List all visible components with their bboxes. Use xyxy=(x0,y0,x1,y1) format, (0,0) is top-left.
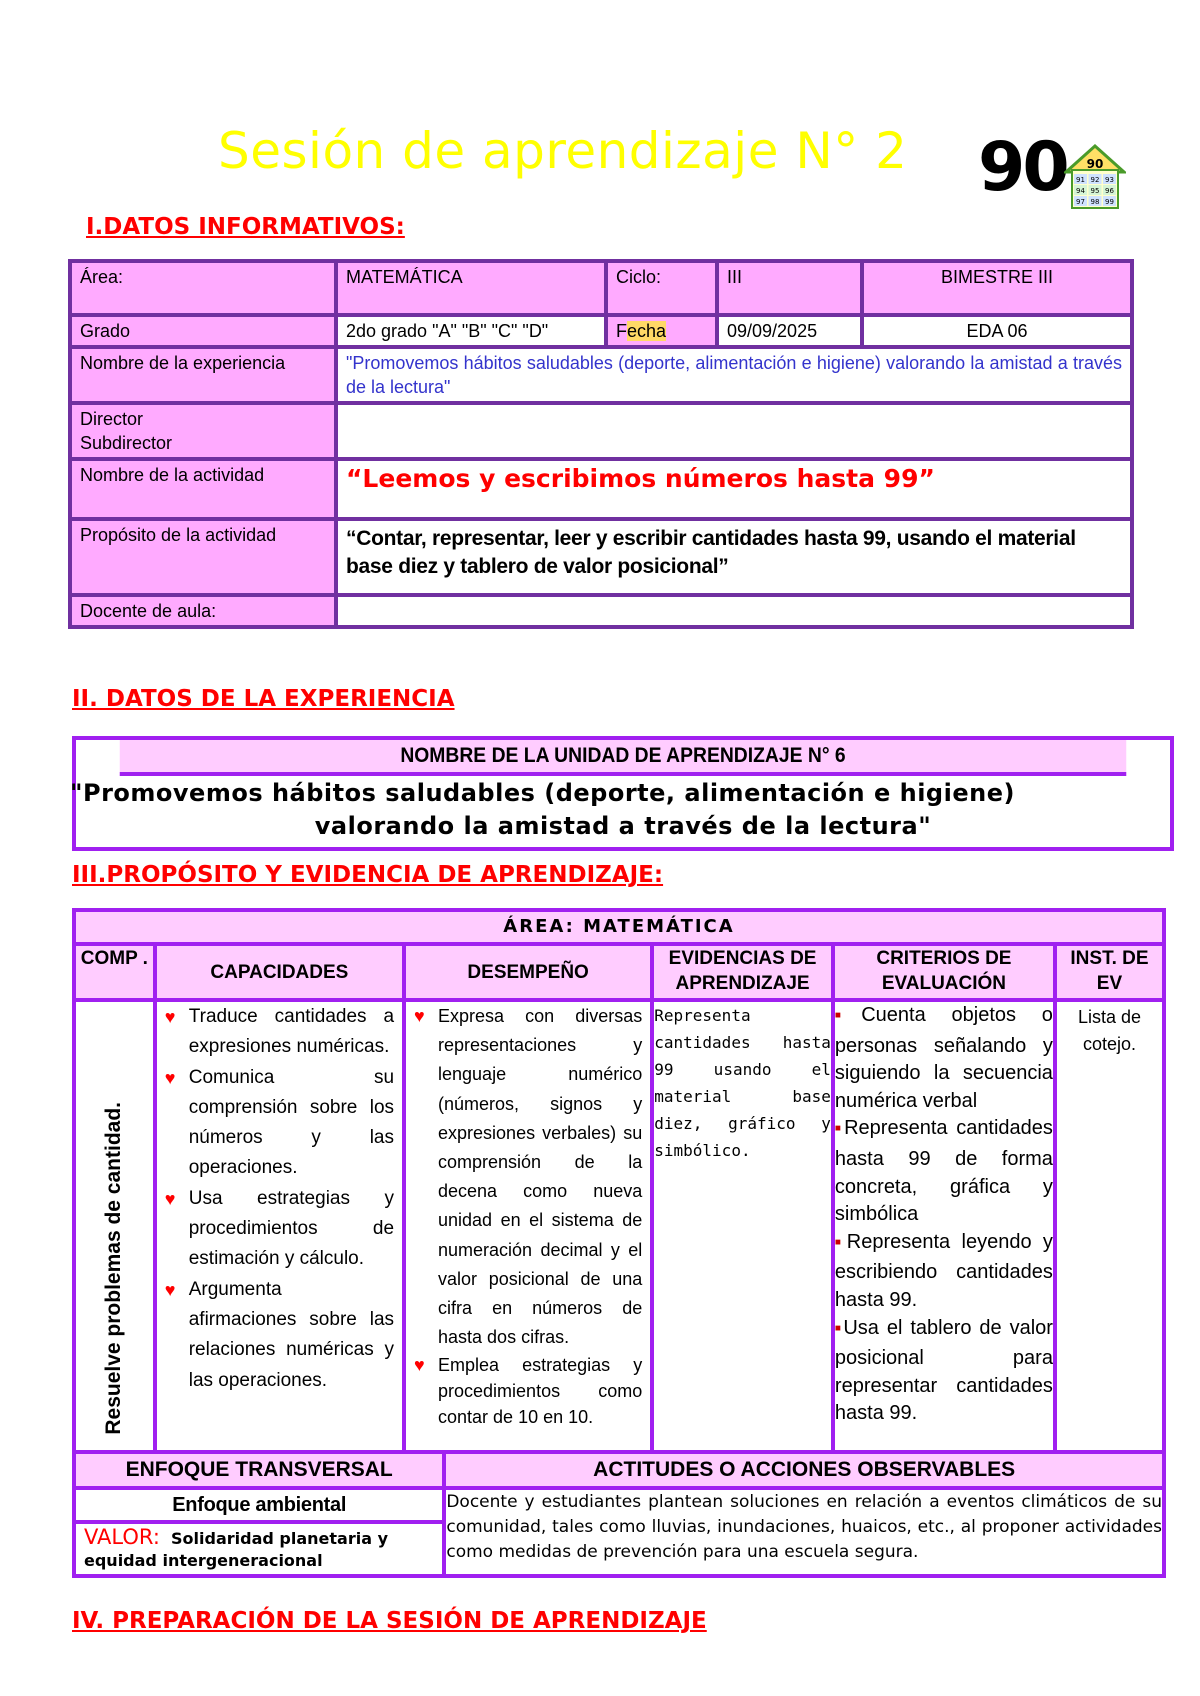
valor-label: VALOR: xyxy=(84,1525,160,1549)
experiencia-label: Nombre de la experiencia xyxy=(72,349,334,401)
desempeno-cell xyxy=(406,1002,650,1450)
criterios-cell xyxy=(835,1002,1053,1450)
valor-value: Solidaridad planetaria y equidad intergeneracional xyxy=(84,1529,389,1570)
grid-cell: 99 xyxy=(1105,198,1114,206)
purpose-table xyxy=(72,908,1166,1578)
grado-value: 2do grado "A" "B" "C" "D" xyxy=(338,317,604,345)
section-heading-datos-informativos: I.DATOS INFORMATIVOS: xyxy=(86,214,405,240)
competencia-cell xyxy=(76,1002,153,1450)
docente-value xyxy=(338,597,1130,625)
experience-box xyxy=(72,736,1174,851)
area-value: MATEMÁTICA xyxy=(338,263,604,313)
actividad-value xyxy=(338,461,1130,517)
proposito-value xyxy=(338,521,1130,593)
criterios-header: CRITERIOS DE EVALUACIÓN xyxy=(835,946,1053,998)
capacidad-item: ♥ Argumenta afirmaciones sobre las relaciones numéricas y las operaciones. xyxy=(161,1275,394,1396)
logo-number: 90 xyxy=(978,128,1067,207)
square-bullet-icon: ■ xyxy=(834,1123,845,1135)
actividad-text: “Leemos y escribimos números hasta 99” xyxy=(346,464,935,493)
director-value xyxy=(338,405,1130,457)
desempeno-item: ♥ Emplea estrategias y procedimientos como contar de 10 en 10. xyxy=(410,1352,642,1430)
grado-label: Grado xyxy=(72,317,334,345)
heart-bullet-icon: ♥ xyxy=(414,1355,425,1376)
grid-cell: 97 xyxy=(1076,198,1085,206)
subdirector-label: Subdirector xyxy=(80,433,173,453)
section-heading-experiencia: II. DATOS DE LA EXPERIENCIA xyxy=(72,686,455,712)
evidencias-header: EVIDENCIAS DE APRENDIZAJE xyxy=(654,946,831,998)
heart-bullet-icon: ♥ xyxy=(164,1067,176,1088)
square-bullet-icon: ■ xyxy=(834,1236,847,1248)
actitudes-text: Docente y estudiantes plantean soluciones en relación a eventos climáticos de su comunidad, tales como lluvias, inundaciones, huaicos, etc., al proponer actividades como medidas de prevención para una escuela segura. xyxy=(446,1490,1162,1574)
section-heading-preparacion: IV. PREPARACIÓN DE LA SESIÓN DE APRENDIZAJE xyxy=(72,1608,707,1634)
capacidad-item: ♥ Usa estrategias y procedimientos de estimación y cálculo. xyxy=(161,1184,394,1275)
ciclo-label: Ciclo: xyxy=(608,263,715,313)
fecha-label-b: echa xyxy=(627,321,667,341)
grid-cell: 98 xyxy=(1090,198,1100,206)
grid-cell: 93 xyxy=(1105,176,1114,184)
house-label: 90 xyxy=(1086,157,1104,171)
heart-bullet-icon: ♥ xyxy=(164,1007,176,1027)
comp-header: COMP . xyxy=(76,946,153,998)
proposito-label: Propósito de la actividad xyxy=(72,521,334,593)
docente-label: Docente de aula: xyxy=(72,597,334,625)
criterio-item: ■Usa el tablero de valor posicional para representar cantidades hasta 99. xyxy=(834,1316,1053,1425)
section-heading-proposito: III.PROPÓSITO Y EVIDENCIA DE APRENDIZAJE: xyxy=(72,862,664,888)
area-header: ÁREA: MATEMÁTICA xyxy=(76,912,1162,942)
experiencia-value: "Promovemos hábitos saludables (deporte, alimentación e higiene) valorando la amistad a través de la lectura" xyxy=(338,349,1130,401)
eda-value: EDA 06 xyxy=(864,317,1130,345)
grid-cell: 94 xyxy=(1076,187,1085,195)
competencia-text: Resuelve problemas de cantidad. xyxy=(102,1102,126,1435)
enfoque-header: ENFOQUE TRANSVERSAL xyxy=(76,1454,442,1486)
evidencia-cell: Representa cantidades hasta 99 usando el material base diez, gráfico y simbólico. xyxy=(654,1002,831,1450)
capacidades-cell xyxy=(157,1002,402,1450)
capacidad-item: ♥ Comunica su comprensión sobre los números y las operaciones. xyxy=(161,1063,394,1184)
director-labels xyxy=(72,405,334,457)
square-bullet-icon: ■ xyxy=(834,1322,844,1334)
valor-cell xyxy=(76,1524,442,1574)
fecha-label-a: F xyxy=(616,321,627,341)
unidad-title-line1: "Promovemos hábitos saludables (deporte, alimentación e higiene) xyxy=(70,779,1015,807)
actividad-label: Nombre de la actividad xyxy=(72,461,334,517)
square-bullet-icon: ■ xyxy=(834,1010,862,1021)
page-title: Sesión de aprendizaje N° 2 xyxy=(218,122,908,180)
unidad-title xyxy=(70,776,1170,847)
fecha-value: 09/09/2025 xyxy=(719,317,860,345)
grid-cell: 96 xyxy=(1105,187,1114,195)
capacidad-item: ♥ Traduce cantidades a expresiones numéricas. xyxy=(161,1002,394,1063)
info-table xyxy=(68,259,1134,629)
heart-bullet-icon: ♥ xyxy=(414,1006,425,1026)
capacidades-header: CAPACIDADES xyxy=(157,946,402,998)
criterio-item: ■Representa leyendo y escribiendo cantidades hasta 99. xyxy=(834,1230,1053,1311)
enfoque-name: Enfoque ambiental xyxy=(76,1490,442,1520)
criterio-item: ■Cuenta objetos o personas señalando y siguiendo la secuencia numérica verbal xyxy=(834,1004,1053,1112)
bimestre: BIMESTRE III xyxy=(864,263,1130,313)
director-label: Director xyxy=(80,409,144,429)
proposito-text: “Contar, representar, leer y escribir cantidades hasta 99, usando el material base diez y tablero de valor posicional” xyxy=(346,527,1076,578)
house-number-icon xyxy=(1064,144,1126,210)
grid-cell: 95 xyxy=(1090,187,1100,195)
heart-bullet-icon: ♥ xyxy=(164,1188,176,1209)
grid-cell: 92 xyxy=(1090,176,1100,184)
unidad-header: NOMBRE DE LA UNIDAD DE APRENDIZAJE N° 6 xyxy=(120,740,1126,776)
criterio-item: ■Representa cantidades hasta 99 de forma concreta, gráfica y simbólica xyxy=(834,1117,1053,1226)
desempeno-item: ♥ Expresa con diversas representaciones y lenguaje numérico (números, signos y expresiones verbales) su comprensión de la decena como nueva unidad en el sistema de numeración decimal y el valor posicional de una cifra en números de hasta dos cifras. xyxy=(410,1002,642,1352)
ciclo-value: III xyxy=(719,263,860,313)
area-label: Área: xyxy=(72,263,334,313)
unidad-title-line2: valorando la amistad a través de la lectura" xyxy=(314,812,932,840)
actitudes-header: ACTITUDES O ACCIONES OBSERVABLES xyxy=(446,1454,1162,1486)
heart-bullet-icon: ♥ xyxy=(164,1279,176,1300)
fecha-label xyxy=(608,317,715,345)
grid-cell: 91 xyxy=(1076,176,1085,184)
desempeno-header: DESEMPEÑO xyxy=(406,946,650,998)
instrumento-cell: Lista de cotejo. xyxy=(1057,1002,1162,1450)
inst-header: INST. DE EV xyxy=(1057,946,1162,998)
